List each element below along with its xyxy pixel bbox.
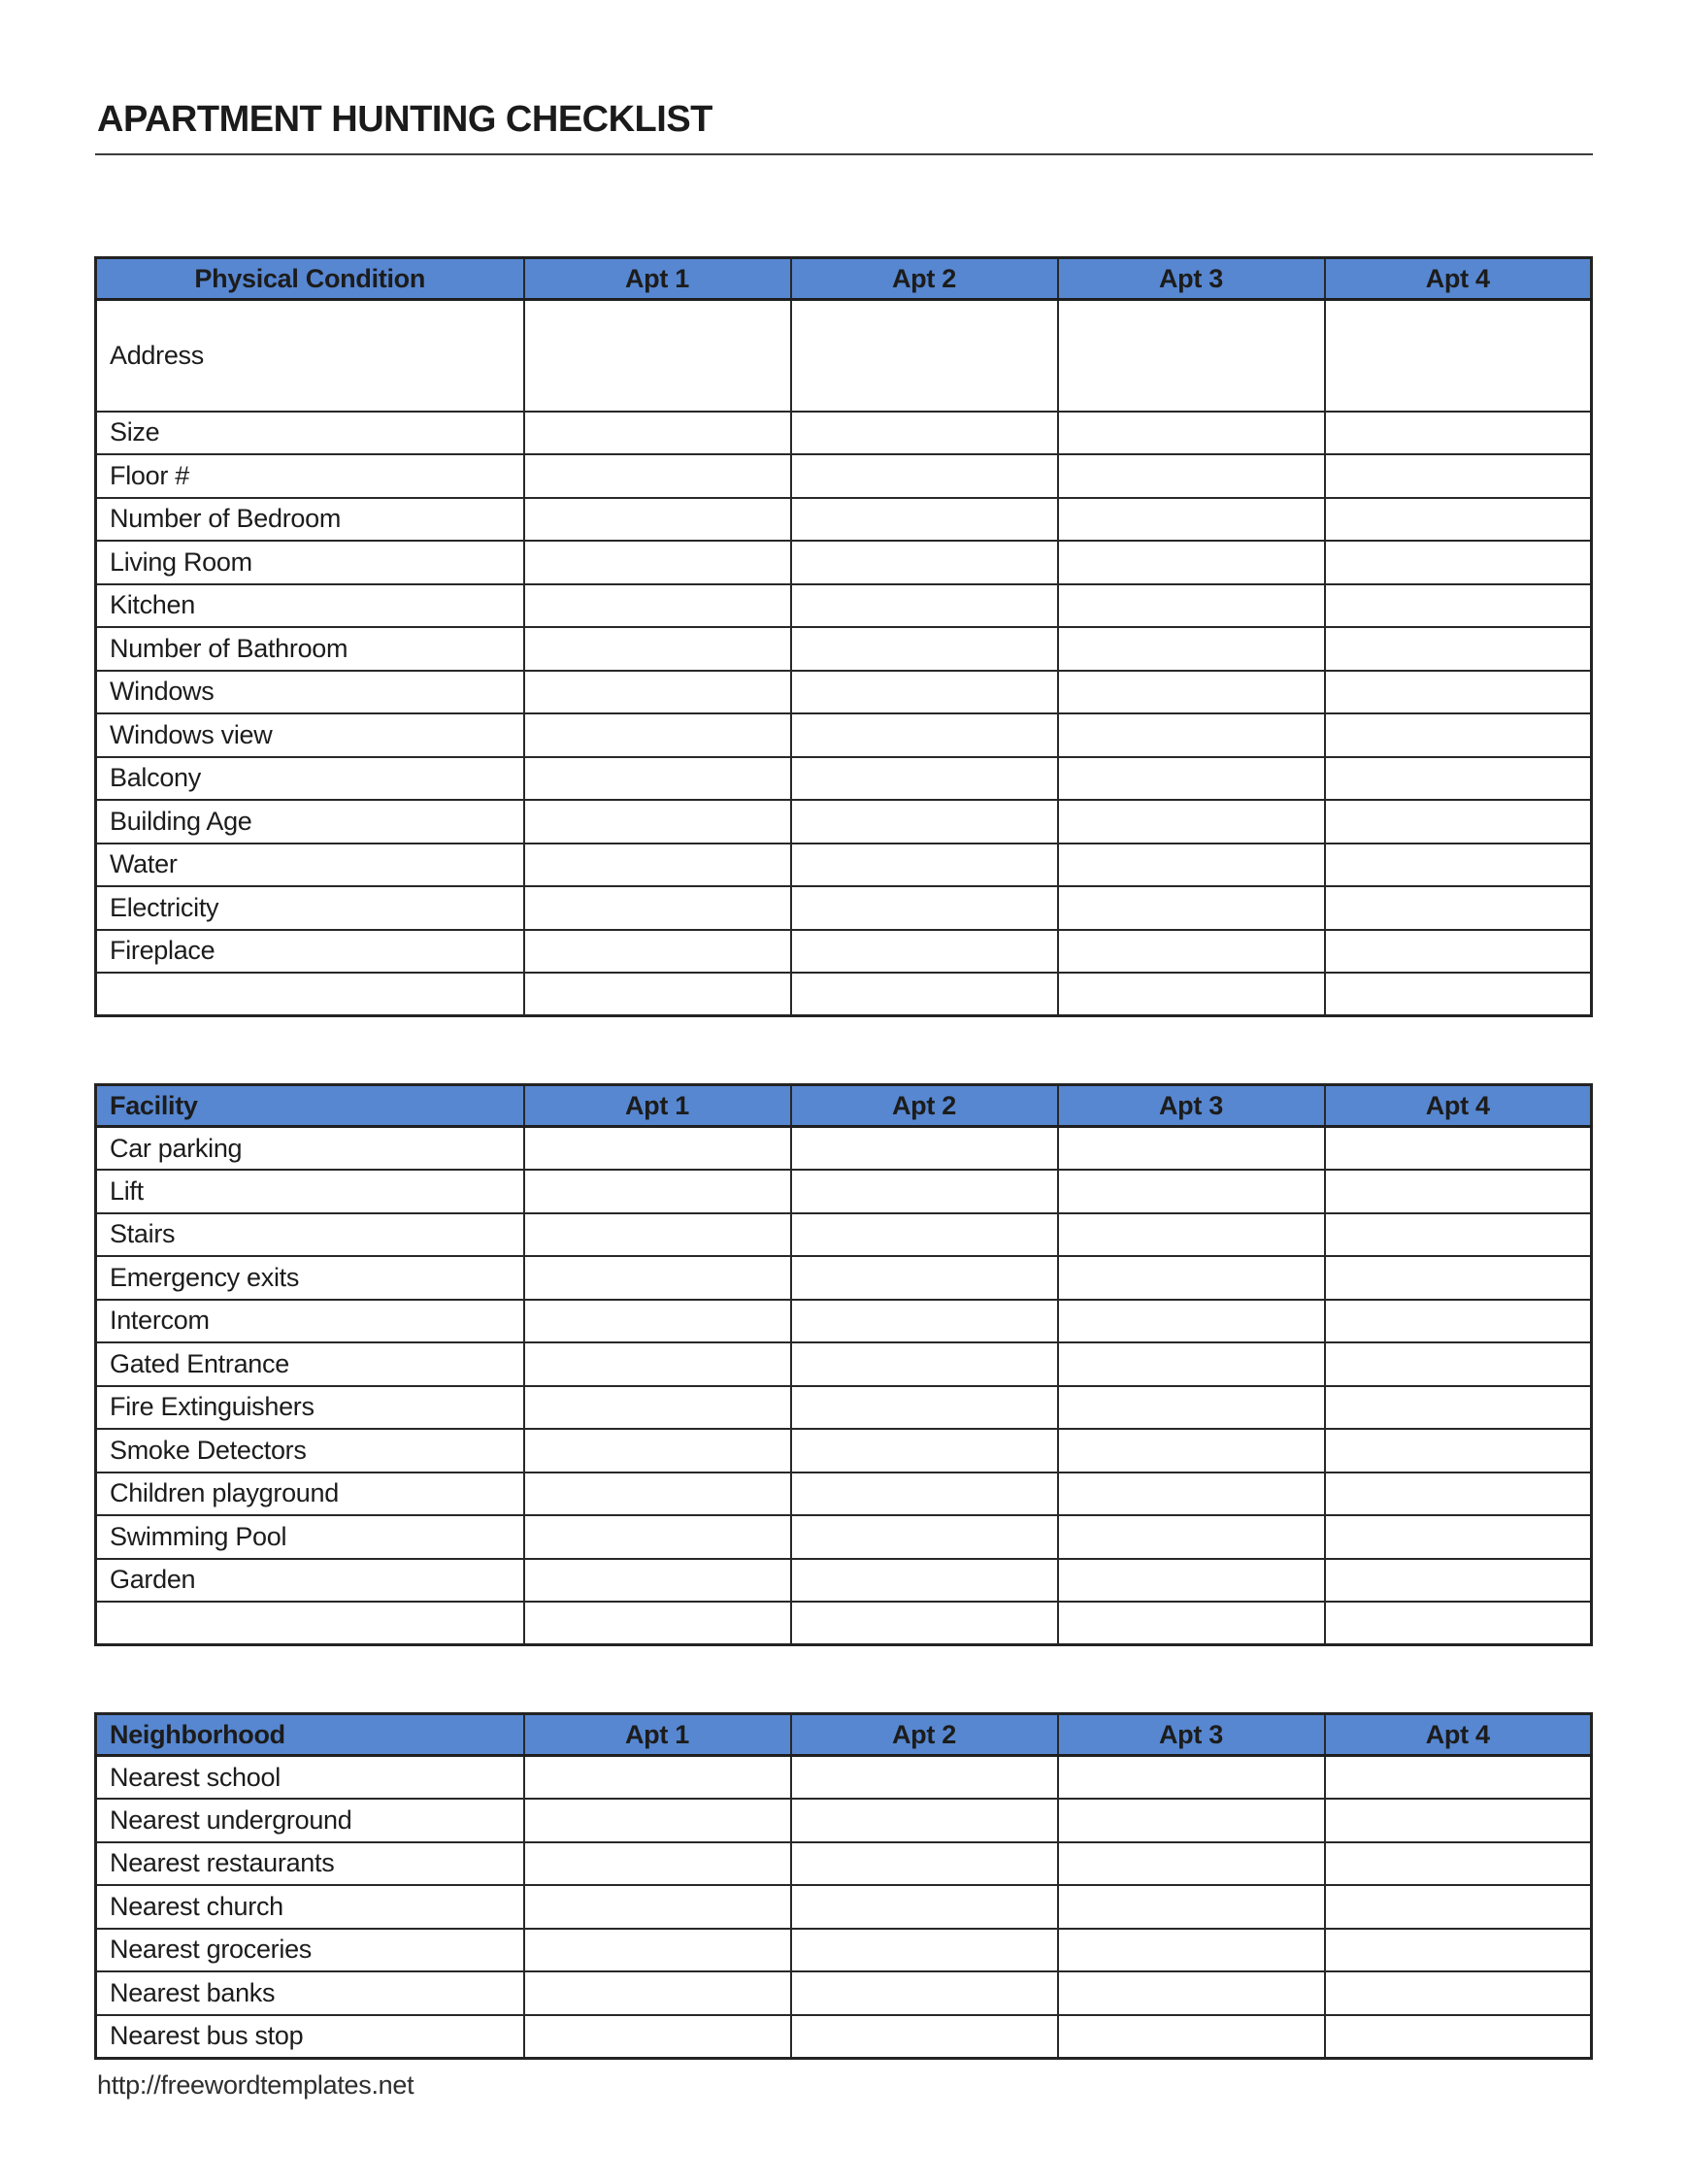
entry-cell[interactable] bbox=[1325, 1300, 1592, 1343]
entry-cell[interactable] bbox=[524, 1213, 791, 1257]
entry-cell[interactable] bbox=[791, 713, 1058, 757]
table-row bbox=[96, 498, 1592, 542]
section-header-physical-condition: Physical Condition bbox=[96, 258, 524, 300]
entry-cell[interactable] bbox=[1325, 300, 1592, 412]
table-row bbox=[96, 1842, 1592, 1886]
table-row bbox=[96, 1559, 1592, 1603]
entry-cell[interactable] bbox=[1058, 671, 1325, 714]
entry-cell[interactable] bbox=[524, 412, 791, 455]
entry-cell[interactable] bbox=[1058, 300, 1325, 412]
row-label-lift: Lift bbox=[96, 1170, 524, 1213]
entry-cell[interactable] bbox=[1058, 1170, 1325, 1213]
row-label-car-parking: Car parking bbox=[96, 1127, 524, 1171]
entry-cell[interactable] bbox=[1058, 1929, 1325, 1972]
entry-cell[interactable] bbox=[1325, 1756, 1592, 1800]
entry-cell[interactable] bbox=[1058, 1515, 1325, 1559]
column-header-apt-3: Apt 3 bbox=[1058, 258, 1325, 300]
header-row bbox=[96, 258, 1592, 300]
column-header-apt-4: Apt 4 bbox=[1325, 1714, 1592, 1756]
entry-cell[interactable] bbox=[1058, 1300, 1325, 1343]
table-row bbox=[96, 973, 1592, 1016]
entry-cell[interactable] bbox=[524, 1799, 791, 1842]
page-title: APARTMENT HUNTING CHECKLIST bbox=[97, 99, 712, 140]
entry-cell[interactable] bbox=[1058, 757, 1325, 801]
entry-cell[interactable] bbox=[1058, 1429, 1325, 1473]
entry-cell[interactable] bbox=[524, 930, 791, 974]
entry-cell[interactable] bbox=[791, 584, 1058, 628]
column-header-apt-3: Apt 3 bbox=[1058, 1085, 1325, 1127]
entry-cell[interactable] bbox=[524, 1473, 791, 1516]
row-label-intercom: Intercom bbox=[96, 1300, 524, 1343]
entry-cell[interactable] bbox=[1058, 498, 1325, 542]
entry-cell[interactable] bbox=[791, 1929, 1058, 1972]
entry-cell[interactable] bbox=[1058, 1213, 1325, 1257]
entry-cell[interactable] bbox=[524, 1342, 791, 1386]
row-label-nearest-underground: Nearest underground bbox=[96, 1799, 524, 1842]
entry-cell[interactable] bbox=[524, 1929, 791, 1972]
entry-cell[interactable] bbox=[1325, 1842, 1592, 1886]
entry-cell[interactable] bbox=[791, 1170, 1058, 1213]
table-row bbox=[96, 1756, 1592, 1800]
entry-cell[interactable] bbox=[524, 1885, 791, 1929]
table-row bbox=[96, 1213, 1592, 1257]
row-label-windows-view: Windows view bbox=[96, 713, 524, 757]
entry-cell[interactable] bbox=[524, 1842, 791, 1886]
column-header-apt-2: Apt 2 bbox=[791, 1714, 1058, 1756]
entry-cell[interactable] bbox=[1058, 627, 1325, 671]
entry-cell[interactable] bbox=[1325, 454, 1592, 498]
entry-cell[interactable] bbox=[1058, 844, 1325, 887]
entry-cell[interactable] bbox=[791, 541, 1058, 584]
entry-cell[interactable] bbox=[524, 1127, 791, 1171]
entry-cell[interactable] bbox=[791, 627, 1058, 671]
entry-cell[interactable] bbox=[791, 1256, 1058, 1300]
entry-cell[interactable] bbox=[1325, 1342, 1592, 1386]
row-label-floor: Floor # bbox=[96, 454, 524, 498]
entry-cell[interactable] bbox=[791, 498, 1058, 542]
entry-cell[interactable] bbox=[524, 454, 791, 498]
entry-cell[interactable] bbox=[1325, 1929, 1592, 1972]
table-row bbox=[96, 1885, 1592, 1929]
row-label-fire-extinguishers: Fire Extinguishers bbox=[96, 1386, 524, 1430]
entry-cell[interactable] bbox=[1325, 412, 1592, 455]
section-header-neighborhood: Neighborhood bbox=[96, 1714, 524, 1756]
entry-cell[interactable] bbox=[791, 1342, 1058, 1386]
entry-cell[interactable] bbox=[1058, 1842, 1325, 1886]
row-label-nearest-banks: Nearest banks bbox=[96, 1971, 524, 2015]
section-header-facility: Facility bbox=[96, 1085, 524, 1127]
row-label-kitchen: Kitchen bbox=[96, 584, 524, 628]
entry-cell[interactable] bbox=[791, 1799, 1058, 1842]
entry-cell[interactable] bbox=[524, 1429, 791, 1473]
row-label-building-age: Building Age bbox=[96, 800, 524, 844]
entry-cell[interactable] bbox=[791, 1300, 1058, 1343]
entry-cell[interactable] bbox=[1325, 498, 1592, 542]
entry-cell[interactable] bbox=[1058, 541, 1325, 584]
entry-cell[interactable] bbox=[1325, 1429, 1592, 1473]
entry-cell[interactable] bbox=[791, 412, 1058, 455]
entry-cell[interactable] bbox=[524, 671, 791, 714]
entry-cell[interactable] bbox=[1058, 713, 1325, 757]
table-row bbox=[96, 1929, 1592, 1972]
row-label-emergency-exits: Emergency exits bbox=[96, 1256, 524, 1300]
entry-cell[interactable] bbox=[1058, 412, 1325, 455]
checklist-tables bbox=[94, 256, 1589, 2060]
entry-cell[interactable] bbox=[1058, 2015, 1325, 2059]
table-row bbox=[96, 1256, 1592, 1300]
entry-cell[interactable] bbox=[1325, 671, 1592, 714]
table-row bbox=[96, 1127, 1592, 1171]
entry-cell[interactable] bbox=[1325, 886, 1592, 930]
entry-cell[interactable] bbox=[1325, 1127, 1592, 1171]
row-label-fireplace: Fireplace bbox=[96, 930, 524, 974]
table-row bbox=[96, 886, 1592, 930]
entry-cell[interactable] bbox=[1058, 800, 1325, 844]
entry-cell[interactable] bbox=[524, 1971, 791, 2015]
table-row bbox=[96, 454, 1592, 498]
table-row bbox=[96, 1386, 1592, 1430]
entry-cell[interactable] bbox=[1325, 1256, 1592, 1300]
table-row bbox=[96, 300, 1592, 412]
table-row bbox=[96, 757, 1592, 801]
row-label-water: Water bbox=[96, 844, 524, 887]
entry-cell[interactable] bbox=[1325, 1386, 1592, 1430]
entry-cell[interactable] bbox=[791, 1971, 1058, 2015]
table-row bbox=[96, 1602, 1592, 1645]
header-row bbox=[96, 1714, 1592, 1756]
entry-cell[interactable] bbox=[791, 930, 1058, 974]
entry-cell[interactable] bbox=[524, 757, 791, 801]
entry-cell[interactable] bbox=[791, 1515, 1058, 1559]
entry-cell[interactable] bbox=[791, 1885, 1058, 1929]
entry-cell[interactable] bbox=[791, 1473, 1058, 1516]
table-row bbox=[96, 1429, 1592, 1473]
entry-cell[interactable] bbox=[1058, 1342, 1325, 1386]
entry-cell[interactable] bbox=[791, 671, 1058, 714]
row-label-balcony: Balcony bbox=[96, 757, 524, 801]
entry-cell[interactable] bbox=[524, 584, 791, 628]
entry-cell[interactable] bbox=[1058, 1256, 1325, 1300]
entry-cell[interactable] bbox=[1325, 1559, 1592, 1603]
column-header-apt-3: Apt 3 bbox=[1058, 1714, 1325, 1756]
table-row bbox=[96, 1170, 1592, 1213]
row-label-number-of-bedroom: Number of Bedroom bbox=[96, 498, 524, 542]
column-header-apt-1: Apt 1 bbox=[524, 258, 791, 300]
entry-cell[interactable] bbox=[1325, 1473, 1592, 1516]
entry-cell[interactable] bbox=[524, 300, 791, 412]
entry-cell[interactable] bbox=[1325, 1602, 1592, 1645]
entry-cell[interactable] bbox=[1325, 973, 1592, 1016]
row-label-swimming-pool: Swimming Pool bbox=[96, 1515, 524, 1559]
table-row bbox=[96, 800, 1592, 844]
entry-cell[interactable] bbox=[1058, 1559, 1325, 1603]
row-label-number-of-bathroom: Number of Bathroom bbox=[96, 627, 524, 671]
entry-cell[interactable] bbox=[524, 800, 791, 844]
entry-cell[interactable] bbox=[524, 1170, 791, 1213]
entry-cell[interactable] bbox=[1325, 541, 1592, 584]
row-label-gated-entrance: Gated Entrance bbox=[96, 1342, 524, 1386]
footer-url: http://freewordtemplates.net bbox=[97, 2070, 414, 2100]
entry-cell[interactable] bbox=[1325, 1885, 1592, 1929]
table-row bbox=[96, 584, 1592, 628]
facility-table bbox=[94, 1083, 1593, 1646]
entry-cell[interactable] bbox=[1058, 1386, 1325, 1430]
row-label-nearest-groceries: Nearest groceries bbox=[96, 1929, 524, 1972]
row-label-size: Size bbox=[96, 412, 524, 455]
neighborhood-table bbox=[94, 1712, 1593, 2060]
entry-cell[interactable] bbox=[1058, 1473, 1325, 1516]
entry-cell[interactable] bbox=[791, 1127, 1058, 1171]
entry-cell[interactable] bbox=[791, 2015, 1058, 2059]
empty-row-label-cell[interactable] bbox=[96, 1602, 524, 1645]
entry-cell[interactable] bbox=[1325, 1170, 1592, 1213]
entry-cell[interactable] bbox=[1058, 1971, 1325, 2015]
row-label-electricity: Electricity bbox=[96, 886, 524, 930]
entry-cell[interactable] bbox=[1325, 930, 1592, 974]
entry-cell[interactable] bbox=[1058, 454, 1325, 498]
entry-cell[interactable] bbox=[1325, 1213, 1592, 1257]
entry-cell[interactable] bbox=[524, 1756, 791, 1800]
physical-condition-table bbox=[94, 256, 1593, 1017]
entry-cell[interactable] bbox=[1058, 1602, 1325, 1645]
entry-cell[interactable] bbox=[791, 1213, 1058, 1257]
entry-cell[interactable] bbox=[1325, 1799, 1592, 1842]
entry-cell[interactable] bbox=[791, 844, 1058, 887]
entry-cell[interactable] bbox=[1325, 713, 1592, 757]
entry-cell[interactable] bbox=[1058, 1799, 1325, 1842]
entry-cell[interactable] bbox=[524, 1386, 791, 1430]
table-row bbox=[96, 1300, 1592, 1343]
entry-cell[interactable] bbox=[791, 1559, 1058, 1603]
table-row bbox=[96, 541, 1592, 584]
table-row bbox=[96, 713, 1592, 757]
entry-cell[interactable] bbox=[791, 757, 1058, 801]
entry-cell[interactable] bbox=[524, 973, 791, 1016]
entry-cell[interactable] bbox=[791, 1429, 1058, 1473]
entry-cell[interactable] bbox=[524, 886, 791, 930]
entry-cell[interactable] bbox=[1058, 1127, 1325, 1171]
entry-cell[interactable] bbox=[791, 300, 1058, 412]
entry-cell[interactable] bbox=[791, 1602, 1058, 1645]
entry-cell[interactable] bbox=[1325, 757, 1592, 801]
entry-cell[interactable] bbox=[524, 498, 791, 542]
empty-row-label-cell[interactable] bbox=[96, 973, 524, 1016]
entry-cell[interactable] bbox=[1325, 1515, 1592, 1559]
entry-cell[interactable] bbox=[791, 1756, 1058, 1800]
entry-cell[interactable] bbox=[1058, 973, 1325, 1016]
entry-cell[interactable] bbox=[1058, 930, 1325, 974]
entry-cell[interactable] bbox=[791, 973, 1058, 1016]
column-header-apt-4: Apt 4 bbox=[1325, 1085, 1592, 1127]
row-label-garden: Garden bbox=[96, 1559, 524, 1603]
entry-cell[interactable] bbox=[524, 1559, 791, 1603]
entry-cell[interactable] bbox=[524, 627, 791, 671]
entry-cell[interactable] bbox=[524, 1515, 791, 1559]
row-label-nearest-bus-stop: Nearest bus stop bbox=[96, 2015, 524, 2059]
table-row bbox=[96, 1971, 1592, 2015]
table-row bbox=[96, 671, 1592, 714]
row-label-nearest-school: Nearest school bbox=[96, 1756, 524, 1800]
entry-cell[interactable] bbox=[1058, 1885, 1325, 1929]
entry-cell[interactable] bbox=[791, 800, 1058, 844]
table-row bbox=[96, 412, 1592, 455]
column-header-apt-2: Apt 2 bbox=[791, 258, 1058, 300]
table-row bbox=[96, 1799, 1592, 1842]
entry-cell[interactable] bbox=[1325, 2015, 1592, 2059]
column-header-apt-4: Apt 4 bbox=[1325, 258, 1592, 300]
row-label-address: Address bbox=[96, 300, 524, 412]
title-divider bbox=[95, 153, 1593, 155]
table-row bbox=[96, 2015, 1592, 2059]
row-label-smoke-detectors: Smoke Detectors bbox=[96, 1429, 524, 1473]
entry-cell[interactable] bbox=[524, 1602, 791, 1645]
entry-cell[interactable] bbox=[1325, 584, 1592, 628]
entry-cell[interactable] bbox=[791, 454, 1058, 498]
entry-cell[interactable] bbox=[1058, 1756, 1325, 1800]
row-label-living-room: Living Room bbox=[96, 541, 524, 584]
entry-cell[interactable] bbox=[524, 541, 791, 584]
entry-cell[interactable] bbox=[1058, 584, 1325, 628]
entry-cell[interactable] bbox=[1325, 800, 1592, 844]
table-row bbox=[96, 627, 1592, 671]
entry-cell[interactable] bbox=[1325, 1971, 1592, 2015]
table-row bbox=[96, 930, 1592, 974]
entry-cell[interactable] bbox=[791, 1386, 1058, 1430]
entry-cell[interactable] bbox=[1325, 844, 1592, 887]
entry-cell[interactable] bbox=[791, 886, 1058, 930]
row-label-children-playground: Children playground bbox=[96, 1473, 524, 1516]
entry-cell[interactable] bbox=[1058, 886, 1325, 930]
row-label-nearest-restaurants: Nearest restaurants bbox=[96, 1842, 524, 1886]
entry-cell[interactable] bbox=[524, 2015, 791, 2059]
entry-cell[interactable] bbox=[524, 1256, 791, 1300]
row-label-nearest-church: Nearest church bbox=[96, 1885, 524, 1929]
row-label-windows: Windows bbox=[96, 671, 524, 714]
row-label-stairs: Stairs bbox=[96, 1213, 524, 1257]
table-row bbox=[96, 1473, 1592, 1516]
entry-cell[interactable] bbox=[524, 713, 791, 757]
column-header-apt-1: Apt 1 bbox=[524, 1714, 791, 1756]
column-header-apt-2: Apt 2 bbox=[791, 1085, 1058, 1127]
table-row bbox=[96, 844, 1592, 887]
entry-cell[interactable] bbox=[1325, 627, 1592, 671]
entry-cell[interactable] bbox=[524, 1300, 791, 1343]
column-header-apt-1: Apt 1 bbox=[524, 1085, 791, 1127]
table-row bbox=[96, 1515, 1592, 1559]
table-row bbox=[96, 1342, 1592, 1386]
entry-cell[interactable] bbox=[524, 844, 791, 887]
entry-cell[interactable] bbox=[791, 1842, 1058, 1886]
header-row bbox=[96, 1085, 1592, 1127]
